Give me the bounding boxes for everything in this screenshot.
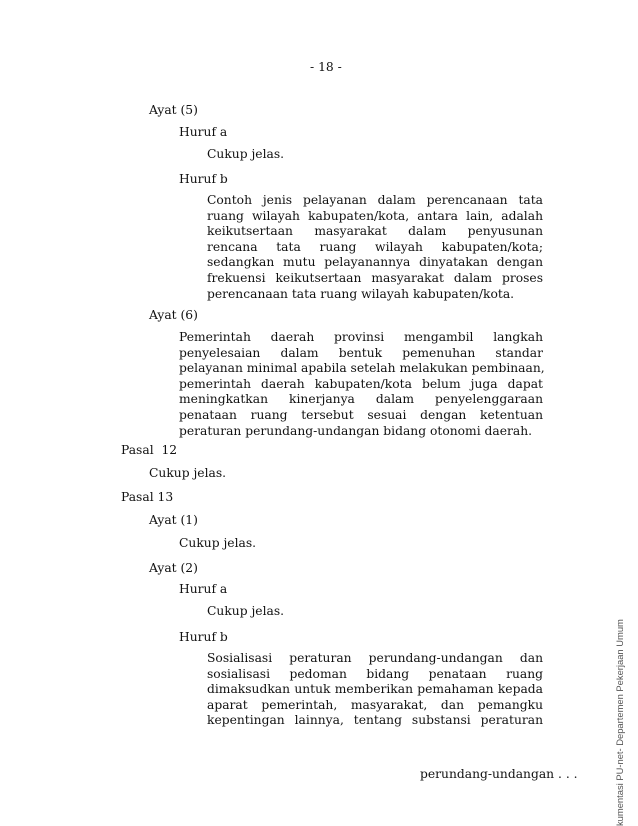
pasal-12-heading: Pasal 12 [121, 443, 178, 457]
ayat-6-heading: Ayat (6) [149, 308, 198, 322]
paragraph-line: peraturan perundang-undangan bidang otonomi daerah. [179, 423, 533, 438]
paragraph-line: pelayanan minimal apabila setelah melakukan pembinaan, [179, 361, 545, 376]
ayat-5-huruf-b-paragraph [207, 193, 543, 302]
pasal-13-heading: Pasal 13 [121, 490, 174, 504]
paragraph-line: sedangkan mutu pelayanannya dinyatakan dengan [207, 255, 543, 270]
paragraph-line: meningkatkan kinerjanya dalam penyelenggaraan [179, 392, 543, 407]
paragraph-line: penyelesaian dalam bentuk pemenuhan standar [179, 345, 543, 360]
paragraph-line: penataan ruang tersebut sesuai dengan ketentuan [179, 407, 543, 422]
paragraph-line: rencana tata ruang wilayah kabupaten/kota; [207, 239, 543, 254]
paragraph-line: Pemerintah daerah provinsi mengambil langkah [179, 330, 543, 344]
pasal-13-huruf-b-heading: Huruf b [179, 630, 228, 644]
paragraph-line: ruang wilayah kabupaten/kota, antara lain, adalah [207, 208, 543, 223]
paragraph-line: frekuensi keikutsertaan masyarakat dalam proses [207, 270, 543, 285]
paragraph-line: pemerintah daerah kabupaten/kota belum juga dapat [179, 376, 543, 391]
ayat-5-huruf-b-heading: Huruf b [179, 172, 228, 186]
paragraph-line: keikutsertaan masyarakat dalam penyusunan [207, 224, 543, 239]
paragraph-line: perencanaan tata ruang wilayah kabupaten/kota. [207, 286, 515, 301]
pasal-13-ayat-1-text: Cukup jelas. [179, 536, 257, 550]
paragraph-line: kepentingan lainnya, tentang substansi peraturan [207, 713, 543, 728]
page-number: - 18 - [310, 60, 342, 74]
paragraph-line: sosialisasi pedoman bidang penataan ruang [207, 666, 543, 681]
paragraph-line: aparat pemerintah, masyarakat, dan pemangku [207, 697, 543, 712]
ayat-5-huruf-a-heading: Huruf a [179, 125, 228, 139]
ayat-5-huruf-a-text: Cukup jelas. [207, 147, 285, 161]
paragraph-line: Contoh jenis pelayanan dalam perencanaan tata [207, 193, 543, 207]
pasal-13-huruf-a-heading: Huruf a [179, 582, 228, 596]
pasal-13-huruf-a-text: Cukup jelas. [207, 604, 285, 618]
pasal-13-huruf-b-paragraph [207, 651, 543, 729]
pasal-13-ayat-1-heading: Ayat (1) [149, 513, 198, 527]
pasal-13-ayat-2-heading: Ayat (2) [149, 561, 198, 575]
ayat-5-heading: Ayat (5) [149, 103, 198, 117]
ayat-6-paragraph [179, 330, 543, 439]
side-watermark: kumentasi PU-net- Departemen Pekerjaan Umum [614, 619, 625, 826]
continuation-catchword: perundang-undangan . . . [420, 767, 578, 781]
paragraph-line: Sosialisasi peraturan perundang-undangan dan [207, 651, 543, 665]
paragraph-line: dimaksudkan untuk memberikan pemahaman kepada [207, 682, 543, 697]
pasal-12-text: Cukup jelas. [149, 466, 227, 480]
